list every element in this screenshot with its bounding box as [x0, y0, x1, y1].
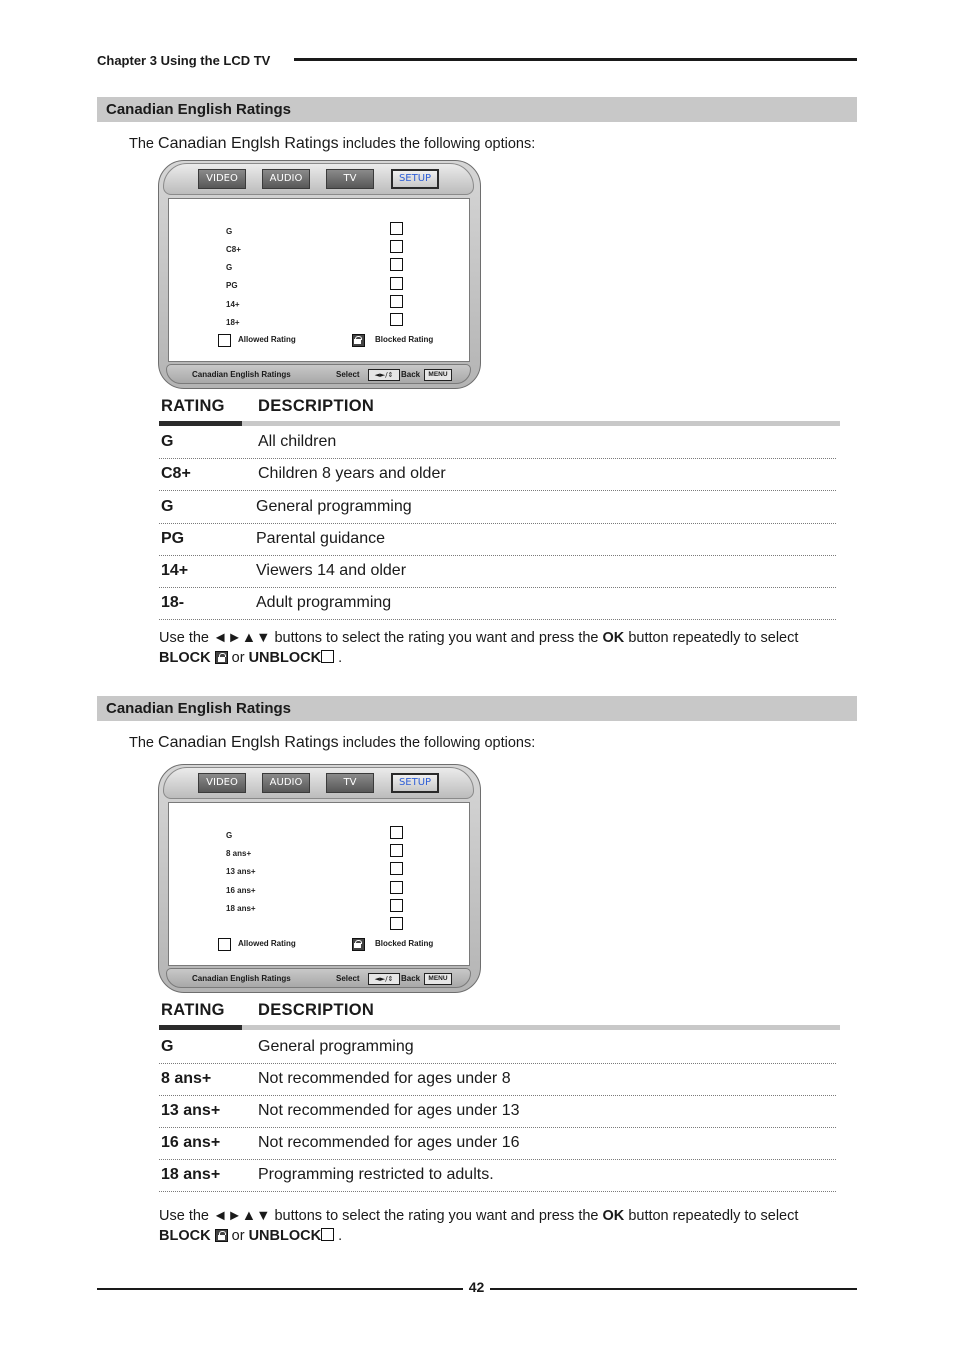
header-rule-light — [242, 1025, 840, 1030]
allowed-rating-box-icon — [218, 334, 231, 347]
status-back-label: Back — [401, 370, 421, 379]
lock-icon — [352, 334, 365, 347]
tab-video[interactable]: VIDEO — [198, 773, 246, 793]
footer-rule-left — [97, 1288, 463, 1290]
chapter-rule — [294, 58, 857, 61]
status-select-label: Select — [336, 370, 360, 379]
intro-suffix: includes the following options: — [342, 735, 536, 751]
menu-rating-label: 8 ans+ — [226, 849, 252, 858]
tab-setup[interactable]: SETUP — [391, 169, 439, 189]
note-mid: buttons to select the rating you want and press the — [274, 630, 599, 646]
unblock-box-icon — [321, 650, 334, 663]
arrow-keys-icon: ◄►/⇕ — [368, 369, 400, 381]
allowed-rating-box-icon — [218, 938, 231, 951]
tab-audio[interactable]: AUDIO — [262, 773, 310, 793]
menu-rating-label: 18+ — [226, 318, 240, 327]
unblock-box-icon — [321, 1228, 334, 1241]
page-number: 42 — [468, 1279, 485, 1295]
intro-name: Canadian Englsh Ratings — [158, 734, 339, 751]
note-mid: buttons to select the rating you want and press the — [274, 1208, 599, 1224]
note-ok: OK — [602, 630, 625, 646]
rating-description: Viewers 14 and older — [256, 562, 407, 579]
rating-code: 13 ans+ — [161, 1102, 221, 1119]
chapter-heading: Chapter 3 Using the LCD TV — [97, 53, 271, 68]
section-title-bar — [97, 696, 857, 721]
tab-tv[interactable]: TV — [326, 169, 374, 189]
menu-screen — [168, 198, 470, 362]
section-ratings-2 — [0, 696, 954, 1256]
lock-icon — [215, 651, 228, 664]
menu-rating-label: 13 ans+ — [226, 867, 256, 876]
tv-menu-screenshot — [158, 764, 481, 993]
lock-icon — [352, 938, 365, 951]
intro-suffix: includes the following options: — [342, 136, 536, 152]
table-row — [159, 491, 836, 524]
rating-checkbox[interactable] — [390, 844, 403, 857]
usage-note — [159, 1206, 839, 1246]
table-row — [159, 587, 836, 620]
rating-code: 14+ — [161, 562, 189, 579]
section-title: Canadian English Ratings — [106, 700, 292, 717]
rating-code: 18 ans+ — [161, 1166, 221, 1183]
note-period: . — [338, 1228, 343, 1244]
rating-checkbox[interactable] — [390, 240, 403, 253]
column-header-description: DESCRIPTION — [258, 397, 375, 415]
rating-description: Children 8 years and older — [258, 465, 446, 482]
note-use-the: Use the — [159, 1208, 209, 1224]
legend-blocked-label: Blocked Rating — [375, 335, 434, 344]
note-or: or — [231, 1228, 245, 1244]
status-bar-title: Canadian English Ratings — [192, 974, 291, 983]
arrow-keys-icon: ◄►/⇕ — [368, 973, 400, 985]
rating-checkbox[interactable] — [390, 313, 403, 326]
intro-text — [129, 734, 535, 752]
menu-rating-label: 16 ans+ — [226, 886, 256, 895]
rating-code: G — [161, 433, 174, 450]
rating-description: Parental guidance — [256, 530, 385, 547]
note-end: button repeatedly to select — [628, 1208, 799, 1224]
rating-description: General programming — [256, 498, 412, 515]
rating-description: Not recommended for ages under 8 — [258, 1070, 511, 1087]
arrow-buttons-icon: ◄►▲▼ — [213, 1208, 271, 1224]
note-block: BLOCK — [159, 1228, 211, 1244]
rating-checkbox[interactable] — [390, 258, 403, 271]
note-period: . — [338, 650, 343, 666]
tab-tv[interactable]: TV — [326, 773, 374, 793]
rating-checkbox[interactable] — [390, 899, 403, 912]
menu-rating-label: C8+ — [226, 245, 241, 254]
menu-rating-label: G — [226, 227, 233, 236]
tv-menu-screenshot — [158, 160, 481, 389]
table-row — [159, 555, 836, 588]
section-ratings-1 — [0, 97, 954, 666]
tab-video[interactable]: VIDEO — [198, 169, 246, 189]
note-use-the: Use the — [159, 630, 209, 646]
rating-description: All children — [258, 433, 337, 450]
note-or: or — [231, 650, 245, 666]
menu-tab-bar — [163, 767, 474, 799]
rating-code: G — [161, 498, 174, 515]
note-unblock: UNBLOCK — [248, 650, 322, 666]
note-end: button repeatedly to select — [628, 630, 799, 646]
table-row — [159, 1127, 836, 1160]
intro-name: Canadian Englsh Ratings — [158, 135, 339, 152]
rating-description: Adult programming — [256, 594, 392, 611]
status-bar-title: Canadian English Ratings — [192, 370, 291, 379]
menu-status-bar — [166, 968, 471, 988]
usage-note — [159, 628, 839, 668]
intro-prefix: The — [129, 735, 154, 751]
header-rule-dark — [159, 1025, 242, 1030]
menu-key-icon: MENU — [424, 973, 452, 985]
rating-code: 8 ans+ — [161, 1070, 212, 1087]
menu-tab-bar — [163, 163, 474, 195]
menu-rating-label: G — [226, 831, 233, 840]
column-header-rating: RATING — [161, 397, 225, 415]
rating-code: C8+ — [161, 465, 191, 482]
rating-checkbox[interactable] — [390, 222, 403, 235]
menu-rating-label: PG — [226, 281, 238, 290]
lock-icon — [215, 1229, 228, 1242]
footer-rule-right — [490, 1288, 857, 1290]
rating-checkbox[interactable] — [390, 881, 403, 894]
menu-rating-label: 18 ans+ — [226, 904, 256, 913]
intro-prefix: The — [129, 136, 154, 152]
intro-text — [129, 135, 535, 153]
rating-checkbox[interactable] — [390, 917, 403, 930]
rating-checkbox[interactable] — [390, 826, 403, 839]
legend-allowed-label: Allowed Rating — [238, 939, 296, 948]
legend-allowed-label: Allowed Rating — [238, 335, 296, 344]
table-row — [159, 1031, 836, 1064]
rating-code: 18- — [161, 594, 185, 611]
rating-checkbox[interactable] — [390, 277, 403, 290]
table-row — [159, 1063, 836, 1096]
note-block: BLOCK — [159, 650, 211, 666]
rating-checkbox[interactable] — [390, 295, 403, 308]
section-title-bar — [97, 97, 857, 122]
menu-rating-label: 14+ — [226, 300, 240, 309]
menu-key-icon: MENU — [424, 369, 452, 381]
table-row — [159, 1159, 836, 1192]
tab-audio[interactable]: AUDIO — [262, 169, 310, 189]
rating-description: Not recommended for ages under 13 — [258, 1102, 520, 1119]
status-select-label: Select — [336, 974, 360, 983]
table-row — [159, 426, 836, 459]
menu-rating-label: G — [226, 263, 233, 272]
column-header-rating: RATING — [161, 1001, 225, 1019]
rating-code: 16 ans+ — [161, 1134, 221, 1151]
table-row — [159, 458, 836, 491]
table-row — [159, 1095, 836, 1128]
tab-setup[interactable]: SETUP — [391, 773, 439, 793]
legend-blocked-label: Blocked Rating — [375, 939, 434, 948]
rating-checkbox[interactable] — [390, 862, 403, 875]
note-unblock: UNBLOCK — [248, 1228, 322, 1244]
menu-screen — [168, 802, 470, 966]
arrow-buttons-icon: ◄►▲▼ — [213, 630, 271, 646]
column-header-description: DESCRIPTION — [258, 1001, 375, 1019]
rating-description: Programming restricted to adults. — [258, 1166, 494, 1183]
rating-description: General programming — [258, 1038, 414, 1055]
status-back-label: Back — [401, 974, 421, 983]
rating-code: PG — [161, 530, 185, 547]
rating-description: Not recommended for ages under 16 — [258, 1134, 520, 1151]
rating-code: G — [161, 1038, 174, 1055]
note-ok: OK — [602, 1208, 625, 1224]
menu-status-bar — [166, 364, 471, 384]
section-title: Canadian English Ratings — [106, 101, 292, 118]
table-row — [159, 523, 836, 556]
